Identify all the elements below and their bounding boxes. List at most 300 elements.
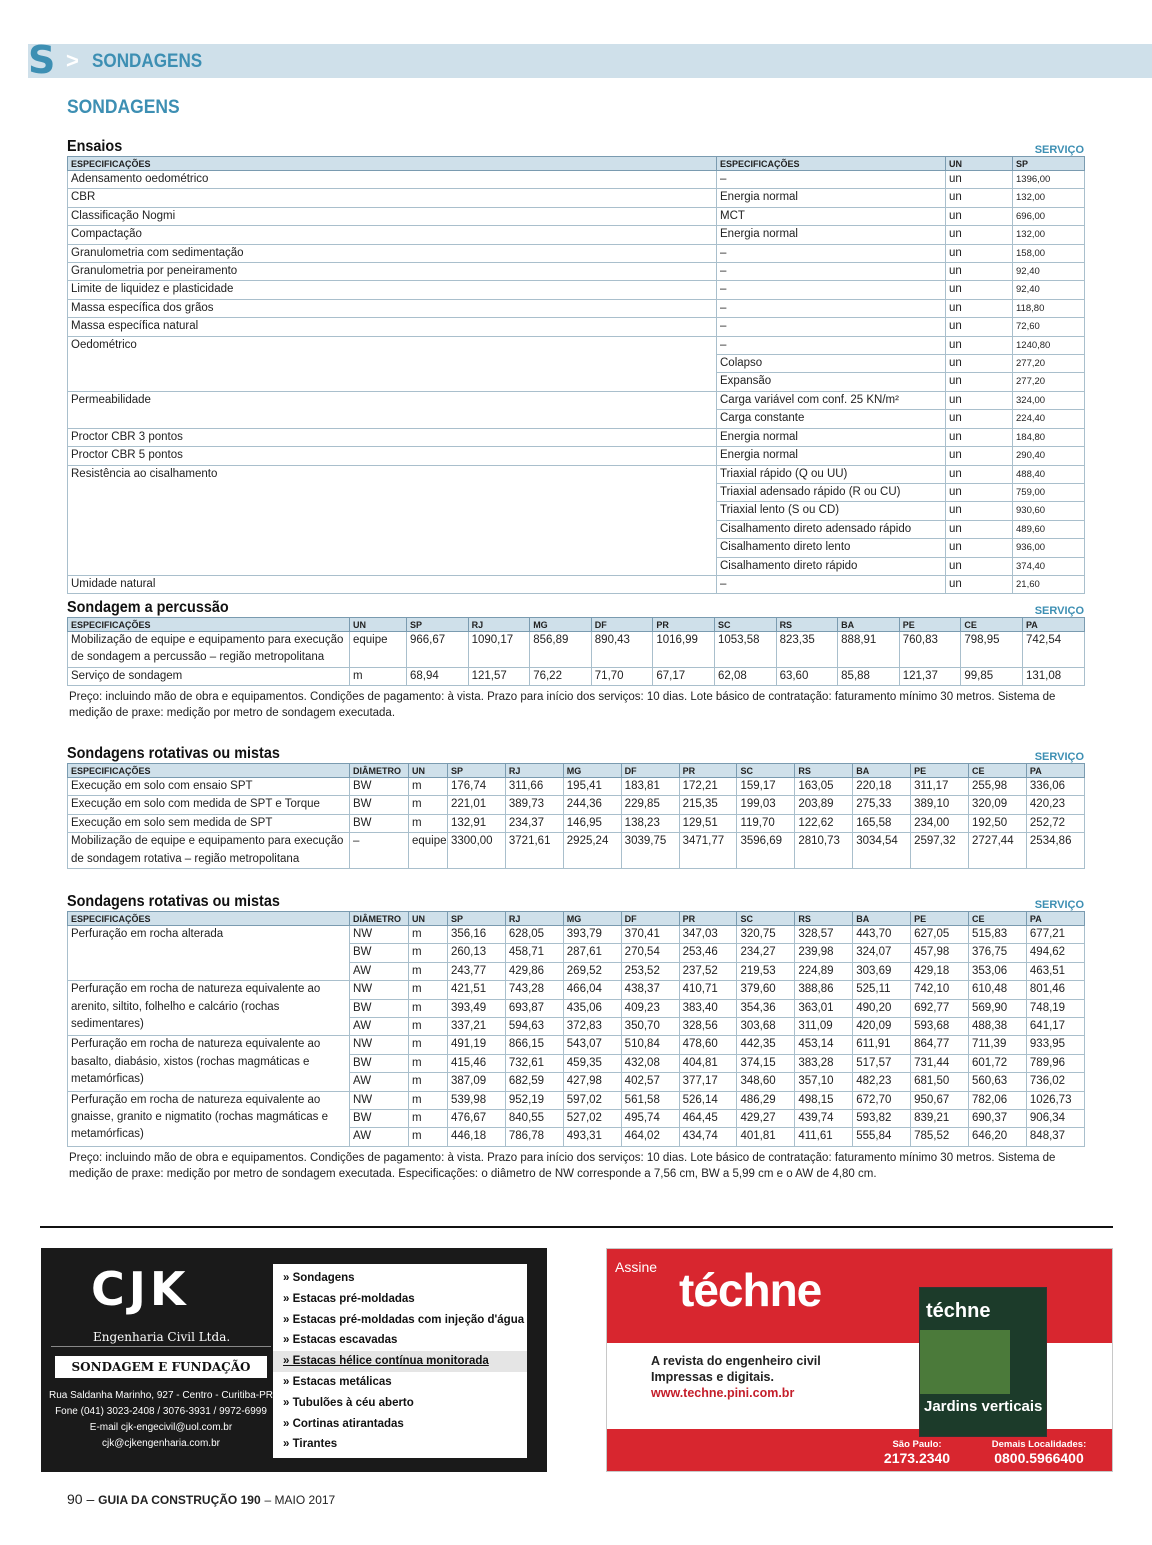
table-cell: 410,71 xyxy=(679,981,737,999)
table-cell: 277,20 xyxy=(1013,373,1085,391)
table-cell: – xyxy=(350,833,409,869)
table-cell: 374,40 xyxy=(1013,557,1085,575)
table-cell: 138,23 xyxy=(621,814,679,832)
table-cell: un xyxy=(946,189,1013,207)
table-cell: 303,68 xyxy=(737,1018,795,1036)
table-cell: 950,67 xyxy=(911,1091,969,1109)
table-cell: 2810,73 xyxy=(795,833,853,869)
column-header: RS xyxy=(795,912,853,926)
column-header: PA xyxy=(1026,764,1084,778)
table-cell: 593,68 xyxy=(911,1018,969,1036)
table-cell: 495,74 xyxy=(621,1110,679,1128)
cjk-service-item: » Sondagens xyxy=(283,1272,355,1284)
table-cell: 789,96 xyxy=(1026,1054,1084,1072)
table-cell: Compactação xyxy=(68,226,717,244)
divider xyxy=(40,1226,1113,1228)
section-letter: S xyxy=(28,38,56,82)
table-cell: 121,57 xyxy=(468,667,530,685)
table-cell: Granulometria com sedimentação xyxy=(68,244,717,262)
table-cell: 275,33 xyxy=(853,796,911,814)
table-row xyxy=(68,428,1085,446)
table-cell: 641,17 xyxy=(1026,1018,1084,1036)
table-cell: 3300,00 xyxy=(448,833,506,869)
table-cell xyxy=(68,483,717,501)
techne-sp-phone xyxy=(869,1439,965,1466)
table-cell: 372,83 xyxy=(563,1018,621,1036)
table-cell xyxy=(68,539,717,557)
table-cell: 219,53 xyxy=(737,962,795,980)
table-cell: 785,52 xyxy=(911,1128,969,1146)
column-header: PE xyxy=(899,618,961,632)
table-cell: 199,03 xyxy=(737,796,795,814)
table-cell: un xyxy=(946,207,1013,225)
section-arrow: > xyxy=(66,48,79,73)
table-cell: 389,10 xyxy=(911,796,969,814)
rotativas2-table xyxy=(67,911,1085,1147)
table-cell: 277,20 xyxy=(1013,355,1085,373)
techne-tagline1: A revista do engenheiro civil xyxy=(651,1354,821,1368)
table-cell: un xyxy=(946,557,1013,575)
percussao-section xyxy=(67,595,1084,721)
table-cell: Energia normal xyxy=(717,226,946,244)
table-row xyxy=(68,391,1085,409)
table-cell: m xyxy=(409,1091,448,1109)
column-header: ESPECIFICAÇÕES xyxy=(717,157,946,171)
table-cell: 732,61 xyxy=(505,1054,563,1072)
table-row xyxy=(68,281,1085,299)
column-header: PR xyxy=(679,912,737,926)
table-cell: 515,83 xyxy=(969,926,1027,944)
table-cell: un xyxy=(946,244,1013,262)
cjk-service-item: » Estacas hélice contínua monitorada xyxy=(273,1351,527,1372)
table-row xyxy=(68,189,1085,207)
table-cell: m xyxy=(409,944,448,962)
column-header: DIÂMETRO xyxy=(350,912,409,926)
table-cell: MCT xyxy=(717,207,946,225)
table-cell: equipe xyxy=(409,833,448,869)
techne-assine: Assine xyxy=(615,1259,658,1275)
table-cell: 489,60 xyxy=(1013,520,1085,538)
table-cell: Limite de liquidez e plasticidade xyxy=(68,281,717,299)
table-cell: 798,95 xyxy=(961,632,1023,668)
table-cell: 527,02 xyxy=(563,1110,621,1128)
table-cell: 320,75 xyxy=(737,926,795,944)
table-cell: un xyxy=(946,502,1013,520)
cjk-ad[interactable] xyxy=(41,1248,547,1472)
table-cell: 99,85 xyxy=(961,667,1023,685)
table-cell: 677,21 xyxy=(1026,926,1084,944)
table-cell: – xyxy=(717,299,946,317)
rotativas2-section xyxy=(67,889,1084,1182)
table-cell: BW xyxy=(350,778,409,796)
table-cell: Permeabilidade xyxy=(68,391,717,409)
table-cell: 429,86 xyxy=(505,962,563,980)
table-cell: 195,41 xyxy=(563,778,621,796)
table-cell: 743,28 xyxy=(505,981,563,999)
table-cell: Cisalhamento direto adensado rápido xyxy=(717,520,946,538)
cjk-address: Rua Saldanha Marinho, 927 - Centro - Curitiba-PR xyxy=(49,1390,273,1401)
table-cell: un xyxy=(946,539,1013,557)
table-cell: un xyxy=(946,520,1013,538)
percussao-tag: SERVIÇO xyxy=(1034,605,1084,617)
column-header: RS xyxy=(776,618,838,632)
table-cell: 311,09 xyxy=(795,1018,853,1036)
table-cell: 2727,44 xyxy=(969,833,1027,869)
table-cell: 434,74 xyxy=(679,1128,737,1146)
column-header: PA xyxy=(1022,618,1084,632)
table-cell: 682,59 xyxy=(505,1073,563,1091)
table-cell: un xyxy=(946,465,1013,483)
table-cell: 347,03 xyxy=(679,926,737,944)
table-cell: 357,10 xyxy=(795,1073,853,1091)
table-cell: 393,79 xyxy=(563,926,621,944)
table-cell: 356,16 xyxy=(448,926,506,944)
table-cell: – xyxy=(717,171,946,189)
table-cell: 611,91 xyxy=(853,1036,911,1054)
column-header: CE xyxy=(969,764,1027,778)
table-cell: 132,00 xyxy=(1013,189,1085,207)
table-cell: 427,98 xyxy=(563,1073,621,1091)
table-cell: m xyxy=(350,667,407,685)
table-cell: NW xyxy=(350,1036,409,1054)
table-cell: 439,74 xyxy=(795,1110,853,1128)
table-cell: 389,73 xyxy=(505,796,563,814)
table-cell: 690,37 xyxy=(969,1110,1027,1128)
table-cell: m xyxy=(409,926,448,944)
table-row xyxy=(68,796,1085,814)
table-cell: 1026,73 xyxy=(1026,1091,1084,1109)
table-cell: 350,70 xyxy=(621,1018,679,1036)
table-cell: 936,00 xyxy=(1013,539,1085,557)
table-cell: equipe xyxy=(350,632,407,668)
table-cell: Energia normal xyxy=(717,189,946,207)
table-cell: AW xyxy=(350,1128,409,1146)
cjk-service-item: » Estacas pré-moldadas com injeção d'água xyxy=(283,1313,525,1326)
table-cell: un xyxy=(946,447,1013,465)
table-cell: 85,88 xyxy=(838,667,900,685)
table-cell: 224,89 xyxy=(795,962,853,980)
table-cell: 672,70 xyxy=(853,1091,911,1109)
table-cell: 420,23 xyxy=(1026,796,1084,814)
table-cell xyxy=(68,557,717,575)
column-header: DF xyxy=(591,618,653,632)
column-header: MG xyxy=(530,618,592,632)
table-cell: 221,01 xyxy=(448,796,506,814)
table-cell: 696,00 xyxy=(1013,207,1085,225)
table-cell: Perfuração em rocha de natureza equivalente ao arenito, siltito, folhelho e calcário (rochas sedimentares) xyxy=(68,981,350,1036)
table-cell: – xyxy=(717,263,946,281)
table-cell: 243,77 xyxy=(448,962,506,980)
table-cell: 401,81 xyxy=(737,1128,795,1146)
table-cell: 627,05 xyxy=(911,926,969,944)
table-cell: 459,35 xyxy=(563,1054,621,1072)
table-cell: 122,62 xyxy=(795,814,853,832)
table-cell: 129,51 xyxy=(679,814,737,832)
table-cell: 176,74 xyxy=(448,778,506,796)
table-cell: 172,21 xyxy=(679,778,737,796)
table-cell: 374,15 xyxy=(737,1054,795,1072)
table-cell: BW xyxy=(350,1110,409,1128)
table-row xyxy=(68,1036,1085,1054)
table-cell: Granulometria por peneiramento xyxy=(68,263,717,281)
table-cell: 543,07 xyxy=(563,1036,621,1054)
other-phone: 0800.5966400 xyxy=(994,1450,1084,1466)
table-row xyxy=(68,447,1085,465)
column-header: BA xyxy=(853,764,911,778)
table-cell: 711,39 xyxy=(969,1036,1027,1054)
table-cell: AW xyxy=(350,1073,409,1091)
table-cell: Triaxial adensado rápido (R ou CU) xyxy=(717,483,946,501)
table-cell: 270,54 xyxy=(621,944,679,962)
table-cell: m xyxy=(409,1054,448,1072)
table-cell: un xyxy=(946,483,1013,501)
table-cell: m xyxy=(409,1073,448,1091)
table-cell: Carga constante xyxy=(717,410,946,428)
table-cell: 234,00 xyxy=(911,814,969,832)
table-cell: 387,09 xyxy=(448,1073,506,1091)
techne-tagline2: Impressas e digitais. xyxy=(651,1370,774,1384)
techne-other-phone xyxy=(979,1439,1099,1466)
table-cell: 3471,77 xyxy=(679,833,737,869)
cjk-email: E-mail cjk-engecivil@uol.com.br xyxy=(89,1422,233,1433)
table-cell: 493,31 xyxy=(563,1128,621,1146)
table-row xyxy=(68,410,1085,428)
table-cell: Execução em solo com ensaio SPT xyxy=(68,778,350,796)
table-cell: 376,75 xyxy=(969,944,1027,962)
table-cell xyxy=(68,355,717,373)
table-cell: – xyxy=(717,336,946,354)
table-row xyxy=(68,465,1085,483)
cjk-phone: Fone (041) 3023-2408 / 3076-3931 / 9972-6999 xyxy=(55,1406,267,1417)
ensaios-title: Ensaios xyxy=(67,138,123,155)
table-cell: 353,06 xyxy=(969,962,1027,980)
table-cell: 593,82 xyxy=(853,1110,911,1128)
table-row xyxy=(68,171,1085,189)
table-cell: 348,60 xyxy=(737,1073,795,1091)
table-cell xyxy=(68,502,717,520)
table-cell: un xyxy=(946,336,1013,354)
publication-date: – MAIO 2017 xyxy=(264,1493,336,1507)
table-cell: 561,58 xyxy=(621,1091,679,1109)
table-cell: un xyxy=(946,171,1013,189)
table-row xyxy=(68,226,1085,244)
table-cell: 525,11 xyxy=(853,981,911,999)
column-header: DIÂMETRO xyxy=(350,764,409,778)
table-cell: 488,40 xyxy=(1013,465,1085,483)
table-cell: 420,09 xyxy=(853,1018,911,1036)
column-header: RS xyxy=(795,764,853,778)
table-cell: un xyxy=(946,281,1013,299)
column-header: SP xyxy=(448,764,506,778)
table-cell: Carga variável com conf. 25 KN/m² xyxy=(717,391,946,409)
table-cell: 458,71 xyxy=(505,944,563,962)
techne-logo: téchne xyxy=(679,1264,822,1316)
table-cell: 158,00 xyxy=(1013,244,1085,262)
table-cell: Energia normal xyxy=(717,447,946,465)
table-cell: 693,87 xyxy=(505,999,563,1017)
rotativas1-title: Sondagens rotativas ou mistas xyxy=(67,745,280,762)
table-row xyxy=(68,778,1085,796)
table-cell: 933,95 xyxy=(1026,1036,1084,1054)
table-cell: 220,18 xyxy=(853,778,911,796)
table-row xyxy=(68,833,1085,869)
table-cell: Adensamento oedométrico xyxy=(68,171,717,189)
table-row xyxy=(68,814,1085,832)
techne-url[interactable]: www.techne.pini.com.br xyxy=(651,1386,795,1400)
table-cell: 377,17 xyxy=(679,1073,737,1091)
table-cell: – xyxy=(717,244,946,262)
column-header: ESPECIFICAÇÕES xyxy=(68,618,350,632)
table-cell: – xyxy=(717,318,946,336)
table-cell: Classificação Nogmi xyxy=(68,207,717,225)
table-cell: 2597,32 xyxy=(911,833,969,869)
table-cell: 463,51 xyxy=(1026,962,1084,980)
table-cell: Umidade natural xyxy=(68,575,717,593)
table-cell: 383,40 xyxy=(679,999,737,1017)
table-cell: 234,27 xyxy=(737,944,795,962)
table-cell: 92,40 xyxy=(1013,263,1085,281)
column-header: UN xyxy=(409,764,448,778)
table-cell: 760,83 xyxy=(899,632,961,668)
table-cell: 63,60 xyxy=(776,667,838,685)
column-header: BA xyxy=(853,912,911,926)
table-cell: NW xyxy=(350,981,409,999)
table-cell: 383,28 xyxy=(795,1054,853,1072)
table-cell: 569,90 xyxy=(969,999,1027,1017)
table-cell: Oedométrico xyxy=(68,336,717,354)
table-cell: m xyxy=(409,1128,448,1146)
table-row xyxy=(68,632,1085,668)
table-cell: Massa específica natural xyxy=(68,318,717,336)
table-cell: Serviço de sondagem xyxy=(68,667,350,685)
ensaios-section xyxy=(67,134,1084,594)
table-cell xyxy=(68,410,717,428)
table-cell: un xyxy=(946,318,1013,336)
table-cell: 253,46 xyxy=(679,944,737,962)
column-header: DF xyxy=(621,912,679,926)
table-cell: 234,37 xyxy=(505,814,563,832)
table-cell: 215,35 xyxy=(679,796,737,814)
table-row xyxy=(68,483,1085,501)
table-cell: 159,17 xyxy=(737,778,795,796)
table-cell: 237,52 xyxy=(679,962,737,980)
table-cell: m xyxy=(409,1018,448,1036)
table-cell: 1396,00 xyxy=(1013,171,1085,189)
table-cell: un xyxy=(946,428,1013,446)
table-cell: 856,89 xyxy=(530,632,592,668)
table-cell: 146,95 xyxy=(563,814,621,832)
table-row xyxy=(68,336,1085,354)
table-cell: 432,08 xyxy=(621,1054,679,1072)
sp-phone: 2173.2340 xyxy=(883,1450,951,1466)
rotativas1-table xyxy=(67,763,1085,869)
table-cell: 526,14 xyxy=(679,1091,737,1109)
table-cell: 435,06 xyxy=(563,999,621,1017)
table-cell: 21,60 xyxy=(1013,575,1085,593)
table-cell: BW xyxy=(350,944,409,962)
table-cell: 328,56 xyxy=(679,1018,737,1036)
table-cell: 269,52 xyxy=(563,962,621,980)
table-cell: 354,36 xyxy=(737,999,795,1017)
page-title: SONDAGENS xyxy=(67,97,180,118)
table-row xyxy=(68,520,1085,538)
table-cell: 478,60 xyxy=(679,1036,737,1054)
table-cell: 421,51 xyxy=(448,981,506,999)
table-cell: 68,94 xyxy=(407,667,469,685)
table-cell: 255,98 xyxy=(969,778,1027,796)
cjk-service-item: » Tubulões à céu aberto xyxy=(283,1396,414,1409)
table-cell: 628,05 xyxy=(505,926,563,944)
table-cell: 252,72 xyxy=(1026,814,1084,832)
table-cell: 594,63 xyxy=(505,1018,563,1036)
techne-ad[interactable] xyxy=(606,1248,1113,1472)
table-cell: NW xyxy=(350,1091,409,1109)
table-row xyxy=(68,502,1085,520)
column-header: RJ xyxy=(505,764,563,778)
table-cell: 966,67 xyxy=(407,632,469,668)
table-cell: 429,27 xyxy=(737,1110,795,1128)
table-cell: 3039,75 xyxy=(621,833,679,869)
column-header: SP xyxy=(1013,157,1085,171)
table-cell: m xyxy=(409,962,448,980)
column-header: MG xyxy=(563,912,621,926)
table-cell: Execução em solo sem medida de SPT xyxy=(68,814,350,832)
table-cell: Proctor CBR 3 pontos xyxy=(68,428,717,446)
table-cell: m xyxy=(409,999,448,1017)
table-cell: 646,20 xyxy=(969,1128,1027,1146)
table-cell: 823,35 xyxy=(776,632,838,668)
table-cell: 731,44 xyxy=(911,1054,969,1072)
table-cell: 118,80 xyxy=(1013,299,1085,317)
table-cell xyxy=(68,520,717,538)
table-cell: 388,86 xyxy=(795,981,853,999)
percussao-title: Sondagem a percussão xyxy=(67,599,229,616)
table-cell: 429,18 xyxy=(911,962,969,980)
table-cell: un xyxy=(946,575,1013,593)
table-cell: 2534,86 xyxy=(1026,833,1084,869)
table-cell: 183,81 xyxy=(621,778,679,796)
table-cell: BW xyxy=(350,796,409,814)
column-header: CE xyxy=(961,618,1023,632)
table-cell: Perfuração em rocha de natureza equivalente ao basalto, diabásio, xistos (rochas magmáticas e metamórficas) xyxy=(68,1036,350,1091)
table-cell: Colapso xyxy=(717,355,946,373)
table-cell: 446,18 xyxy=(448,1128,506,1146)
table-cell: 482,23 xyxy=(853,1073,911,1091)
table-row xyxy=(68,981,1085,999)
column-header: DF xyxy=(621,764,679,778)
table-row xyxy=(68,263,1085,281)
other-label: Demais Localidades: xyxy=(991,1439,1087,1450)
rotativas1-tag: SERVIÇO xyxy=(1034,751,1084,763)
page-footer xyxy=(67,1491,335,1507)
table-cell: 866,15 xyxy=(505,1036,563,1054)
table-cell: 539,98 xyxy=(448,1091,506,1109)
table-cell: CBR xyxy=(68,189,717,207)
cjk-subtitle: Engenharia Civil Ltda. xyxy=(93,1330,231,1344)
table-cell: 192,50 xyxy=(969,814,1027,832)
table-cell: 287,61 xyxy=(563,944,621,962)
table-cell: 76,22 xyxy=(530,667,592,685)
table-cell: 229,85 xyxy=(621,796,679,814)
column-header: UN xyxy=(350,618,407,632)
table-cell: 848,37 xyxy=(1026,1128,1084,1146)
table-cell: 67,17 xyxy=(653,667,715,685)
table-cell: 560,63 xyxy=(969,1073,1027,1091)
table-cell: 476,67 xyxy=(448,1110,506,1128)
table-cell: 3596,69 xyxy=(737,833,795,869)
table-cell: 839,21 xyxy=(911,1110,969,1128)
table-cell: 402,57 xyxy=(621,1073,679,1091)
